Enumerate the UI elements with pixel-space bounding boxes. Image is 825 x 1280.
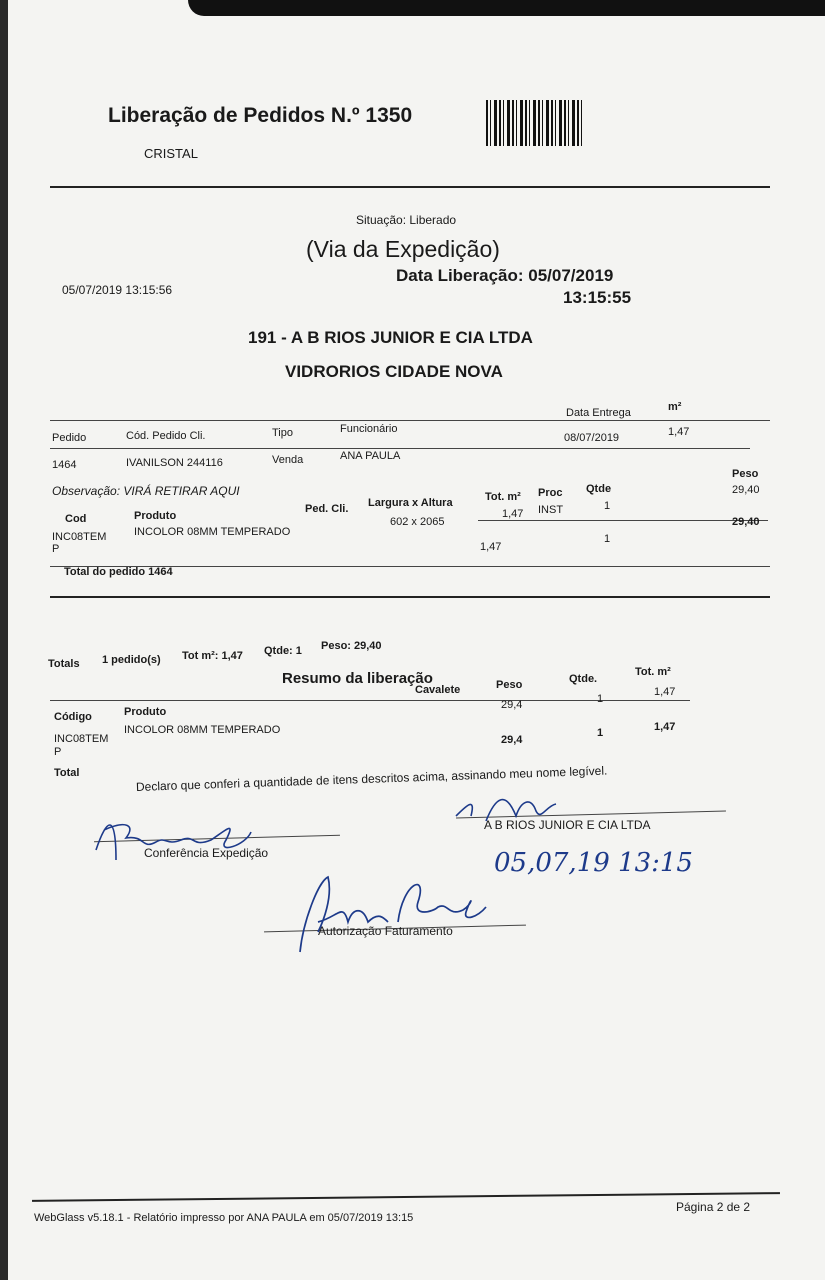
client-store: VIDRORIOS CIDADE NOVA (285, 362, 503, 381)
item-qtde: 1 (604, 500, 611, 512)
observation: Observação: VIRÁ RETIRAR AQUI (52, 484, 240, 498)
photo-shadow (188, 0, 825, 16)
col-qtde: Qtde (586, 483, 612, 495)
print-datetime: 05/07/2019 13:15:56 (62, 283, 173, 297)
col-produto: Produto (134, 510, 177, 522)
totals-qtde: Qtde: 1 (264, 645, 302, 657)
col-cod: Cod (65, 513, 87, 525)
resumo-total-peso: 29,4 (501, 734, 523, 746)
footer-divider (32, 1192, 780, 1202)
resumo-codigo: INC08TEM (54, 733, 109, 745)
item-cod-cont: P (52, 543, 60, 555)
resumo-total-label: Total (54, 767, 80, 779)
client-name: 191 - A B RIOS JUNIOR E CIA LTDA (248, 328, 533, 347)
item-dims: 602 x 2065 (390, 516, 445, 528)
item-tot-m2: 1,47 (502, 508, 524, 520)
totals-label: Totals (48, 658, 80, 670)
document-page (8, 0, 825, 1280)
resumo-col-peso: Peso (496, 679, 523, 691)
footer-left: WebGlass v5.18.1 - Relatório impresso por ANA PAULA em 05/07/2019 13:15 (34, 1212, 414, 1224)
item-produto: INCOLOR 08MM TEMPERADO (134, 526, 291, 538)
col-peso: Peso (732, 468, 759, 480)
divider (50, 186, 770, 188)
autorizacao-label: Autorização Faturamento (318, 924, 453, 938)
col-pedido: Pedido (52, 432, 87, 444)
resumo-total-tot-m2: 1,47 (654, 721, 676, 733)
order-funcionario: ANA PAULA (340, 450, 401, 462)
item-cod: INC08TEM (52, 531, 107, 543)
resumo-produto: INCOLOR 08MM TEMPERADO (124, 724, 281, 736)
divider (50, 420, 770, 421)
col-larg-alt: Largura x Altura (368, 497, 453, 509)
totals-peso: Peso: 29,40 (321, 640, 382, 652)
subtotal-tot-m2: 1,47 (480, 541, 502, 553)
resumo-col-codigo: Código (54, 711, 92, 723)
resumo-title: Resumo da liberação (282, 670, 433, 687)
subtotal-qtde: 1 (604, 533, 611, 545)
totals-pedidos: 1 pedido(s) (102, 654, 161, 666)
col-data-entrega: Data Entrega (566, 407, 631, 419)
order-data-entrega: 08/07/2019 (564, 432, 620, 444)
barcode (486, 100, 582, 146)
page-number: Página 2 de 2 (676, 1200, 751, 1214)
col-tipo: Tipo (272, 427, 293, 439)
handwritten-date: 05,07,19 13:15 (494, 848, 693, 878)
resumo-codigo-cont: P (54, 746, 62, 758)
totals-tot-m2: Tot m²: 1,47 (182, 650, 243, 662)
order-m2: 1,47 (668, 426, 690, 438)
handwritten-initials (446, 776, 596, 831)
subtotal-divider (478, 520, 768, 521)
col-funcionario: Funcionário (340, 423, 398, 435)
resumo-tot-m2: 1,47 (654, 686, 676, 698)
resumo-col-produto: Produto (124, 706, 167, 718)
resumo-total-qtde: 1 (597, 727, 604, 739)
conferencia-label: Conferência Expedição (144, 846, 269, 860)
divider (50, 448, 750, 449)
col-tot-m2: Tot. m² (485, 491, 521, 503)
divider (50, 700, 690, 701)
order-cod-cli: IVANILSON 244116 (126, 457, 223, 469)
resumo-col-qtde: Qtde. (569, 673, 598, 685)
item-proc: INST (538, 504, 564, 516)
order-pedido: 1464 (52, 459, 77, 471)
item-peso: 29,40 (732, 484, 760, 496)
declaration: Declaro que conferi a quantidade de itens descritos acima, assinando meu nome legível. (135, 763, 608, 794)
company-label: A B RIOS JUNIOR E CIA LTDA (484, 818, 651, 832)
handwritten-signature-conferencia (86, 800, 256, 870)
order-tipo: Venda (272, 454, 304, 466)
divider (50, 596, 770, 598)
resumo-peso: 29,4 (501, 699, 523, 711)
page-subtitle: CRISTAL (144, 146, 198, 161)
via-label: (Via da Expedição) (306, 236, 500, 262)
order-total-label: Total do pedido 1464 (64, 566, 173, 578)
resumo-col-cavalete: Cavalete (415, 684, 461, 696)
resumo-qtde: 1 (597, 693, 604, 705)
situation: Situação: Liberado (356, 213, 457, 227)
col-cod-cli: Cód. Pedido Cli. (126, 430, 206, 442)
release-time: 13:15:55 (563, 288, 632, 307)
release-date: Data Liberação: 05/07/2019 (396, 266, 614, 285)
col-ped-cli: Ped. Cli. (305, 503, 349, 515)
subtotal-peso: 29,40 (732, 516, 760, 528)
handwritten-signature-autorizacao (288, 862, 488, 957)
col-m2: m² (668, 401, 682, 413)
col-proc: Proc (538, 487, 563, 499)
page-title: Liberação de Pedidos N.º 1350 (108, 104, 413, 127)
resumo-col-tot-m2: Tot. m² (635, 666, 671, 678)
